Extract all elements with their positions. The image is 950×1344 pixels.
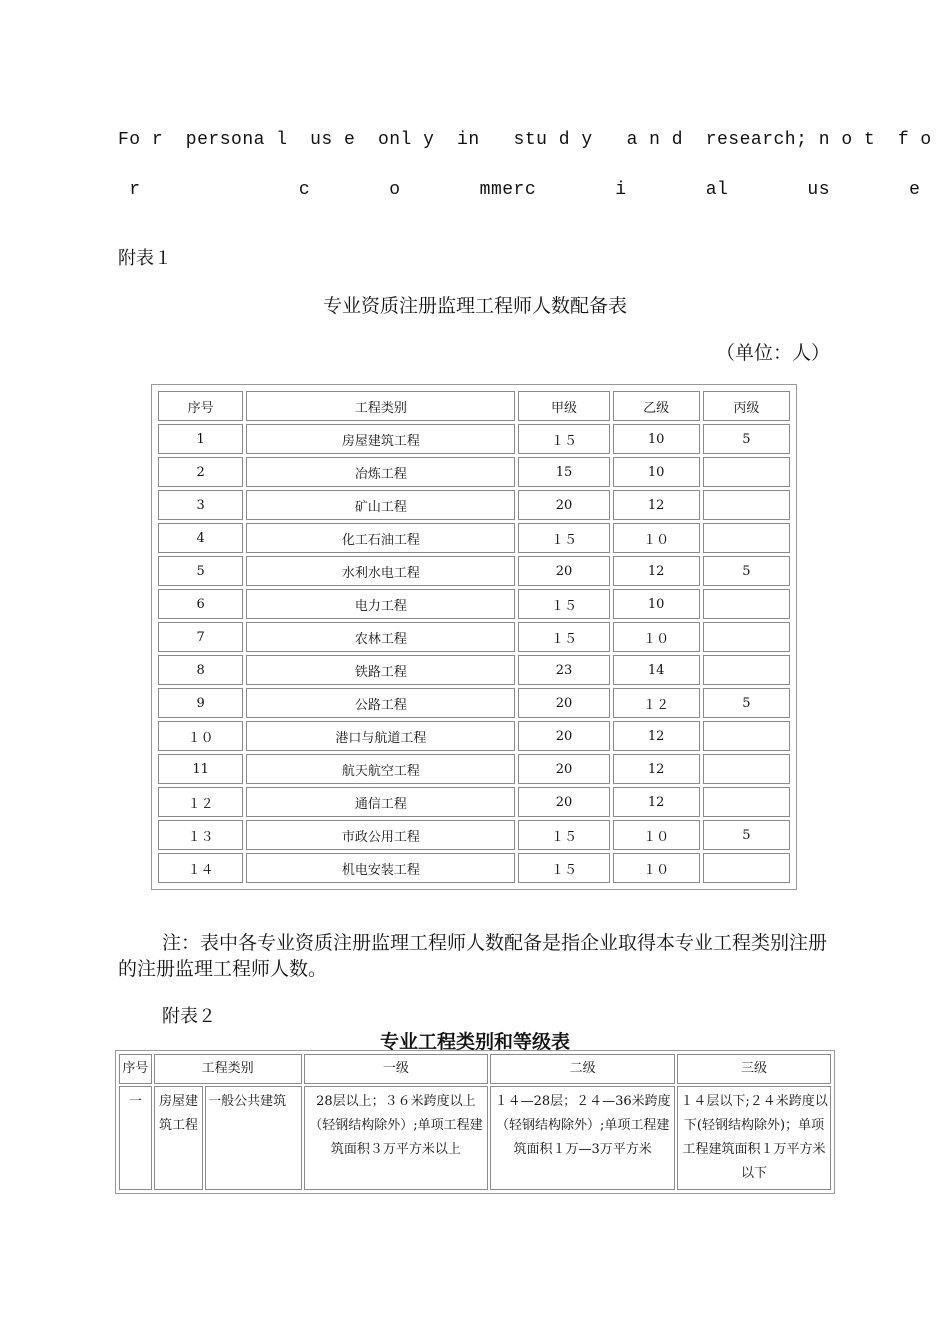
table-row — [158, 820, 790, 850]
table-row — [158, 622, 790, 652]
table-row — [158, 490, 790, 520]
cell-grade-b: 12 — [613, 490, 700, 520]
cell-grade-b: １０ — [613, 523, 700, 553]
header-category: 工程类别 — [154, 1054, 302, 1084]
cell-grade-b: 10 — [613, 424, 700, 454]
cell-category: 公路工程 — [246, 688, 515, 718]
cell-grade-a: １５ — [518, 820, 609, 850]
table-row — [158, 853, 790, 883]
cell-index: 9 — [158, 688, 243, 718]
cell-category: 水利水电工程 — [246, 556, 515, 586]
cell-grade-c — [703, 721, 790, 751]
cell-category: 农林工程 — [246, 622, 515, 652]
cell-grade-b: １０ — [613, 820, 700, 850]
cell-index: 11 — [158, 754, 243, 784]
cell-grade-b: 12 — [613, 556, 700, 586]
cell-category: 市政公用工程 — [246, 820, 515, 850]
table-row — [119, 1086, 831, 1190]
cell-category: 冶炼工程 — [246, 457, 515, 487]
cell-grade-b: １２ — [613, 688, 700, 718]
cell-grade-c: 5 — [703, 556, 790, 586]
cell-category: 航天航空工程 — [246, 754, 515, 784]
cell-index: 4 — [158, 523, 243, 553]
table-row — [158, 523, 790, 553]
appendix-2-title: 专业工程类别和等级表 — [379, 1031, 570, 1053]
cell-grade-c — [703, 622, 790, 652]
cell-category: 通信工程 — [246, 787, 515, 817]
unit-label: （单位：人） — [715, 342, 830, 364]
header-grade-2: 二级 — [490, 1054, 675, 1084]
header-grade-3: 三级 — [677, 1054, 831, 1084]
cell-grade-b: １０ — [613, 622, 700, 652]
table-header-row — [119, 1054, 831, 1084]
cell-grade-c — [703, 457, 790, 487]
cell-grade-a: １５ — [518, 424, 609, 454]
table-header-row — [158, 391, 790, 421]
header-grade-c: 丙级 — [703, 391, 790, 421]
cell-category: 化工石油工程 — [246, 523, 515, 553]
cell-grade-c — [703, 787, 790, 817]
header-grade-a: 甲级 — [518, 391, 609, 421]
table-row — [158, 424, 790, 454]
header-category: 工程类别 — [246, 391, 515, 421]
cell-grade-c — [703, 853, 790, 883]
cell-grade-c — [703, 655, 790, 685]
cell-index: １０ — [158, 721, 243, 751]
cell-grade-c: 5 — [703, 424, 790, 454]
header-grade-1: 一级 — [304, 1054, 489, 1084]
row-grade-2: １４—28层；２４—36米跨度（轻钢结构除外）;单项工程建筑面积１万—3万平方米 — [490, 1086, 675, 1190]
appendix-2-label: 附表２ — [162, 1006, 216, 1027]
cell-grade-c — [703, 754, 790, 784]
row-sub-category: 一般公共建筑 — [205, 1086, 301, 1190]
row-index: 一 — [119, 1086, 152, 1190]
table-row — [158, 754, 790, 784]
cell-index: 7 — [158, 622, 243, 652]
appendix-1-label: 附表１ — [118, 248, 172, 269]
cell-grade-a: １５ — [518, 589, 609, 619]
cell-grade-a: １５ — [518, 622, 609, 652]
cell-grade-a: 20 — [518, 556, 609, 586]
cell-grade-b: 12 — [613, 787, 700, 817]
staffing-table — [151, 384, 797, 890]
cell-index: 1 — [158, 424, 243, 454]
cell-index: 2 — [158, 457, 243, 487]
cell-grade-a: 20 — [518, 787, 609, 817]
table-row — [158, 457, 790, 487]
cell-category: 铁路工程 — [246, 655, 515, 685]
cell-index: 8 — [158, 655, 243, 685]
cell-category: 港口与航道工程 — [246, 721, 515, 751]
cell-index: １４ — [158, 853, 243, 883]
table-note: 注：表中各专业资质注册监理工程师人数配备是指企业取得本专业工程类别注册的注册监理工程师人数。 — [118, 932, 828, 980]
cell-grade-a: 20 — [518, 490, 609, 520]
cell-grade-a: 20 — [518, 721, 609, 751]
table-row — [158, 721, 790, 751]
appendix-1-title: 专业资质注册监理工程师人数配备表 — [322, 295, 627, 317]
cell-grade-c: 5 — [703, 820, 790, 850]
cell-category: 机电安装工程 — [246, 853, 515, 883]
table-row — [158, 655, 790, 685]
cell-grade-b: 10 — [613, 589, 700, 619]
cell-grade-c — [703, 490, 790, 520]
header-index: 序号 — [158, 391, 243, 421]
header-index: 序号 — [119, 1054, 152, 1084]
category-grade-table — [115, 1050, 835, 1194]
cell-grade-a: 15 — [518, 457, 609, 487]
row-category: 房屋建筑工程 — [154, 1086, 203, 1190]
cell-grade-a: １５ — [518, 853, 609, 883]
cell-category: 矿山工程 — [246, 490, 515, 520]
table-row — [158, 589, 790, 619]
cell-grade-c: 5 — [703, 688, 790, 718]
cell-grade-a: １５ — [518, 523, 609, 553]
cell-grade-c — [703, 589, 790, 619]
cell-index: 6 — [158, 589, 243, 619]
cell-grade-c — [703, 523, 790, 553]
cell-category: 房屋建筑工程 — [246, 424, 515, 454]
cell-grade-b: 10 — [613, 457, 700, 487]
row-grade-1: 28层以上；３６米跨度以上（轻钢结构除外）;单项工程建筑面积３万平方米以上 — [304, 1086, 489, 1190]
cell-grade-a: 20 — [518, 688, 609, 718]
cell-index: １３ — [158, 820, 243, 850]
table-row — [158, 556, 790, 586]
cell-grade-b: 12 — [613, 754, 700, 784]
notice-line-1: Fo r persona l us e onl y in stu d y a n d research; n o t f o — [118, 130, 932, 150]
cell-grade-a: 23 — [518, 655, 609, 685]
table-row — [158, 787, 790, 817]
cell-grade-b: 12 — [613, 721, 700, 751]
notice-line-2: r c o mmerc i al us e — [118, 180, 921, 200]
cell-grade-b: １０ — [613, 853, 700, 883]
cell-index: １２ — [158, 787, 243, 817]
cell-grade-a: 20 — [518, 754, 609, 784]
header-grade-b: 乙级 — [613, 391, 700, 421]
table-row — [158, 688, 790, 718]
cell-category: 电力工程 — [246, 589, 515, 619]
cell-grade-b: 14 — [613, 655, 700, 685]
row-grade-3: １４层以下;２４米跨度以下(轻钢结构除外)；单项工程建筑面积１万平方米以下 — [677, 1086, 831, 1190]
cell-index: 3 — [158, 490, 243, 520]
cell-index: 5 — [158, 556, 243, 586]
